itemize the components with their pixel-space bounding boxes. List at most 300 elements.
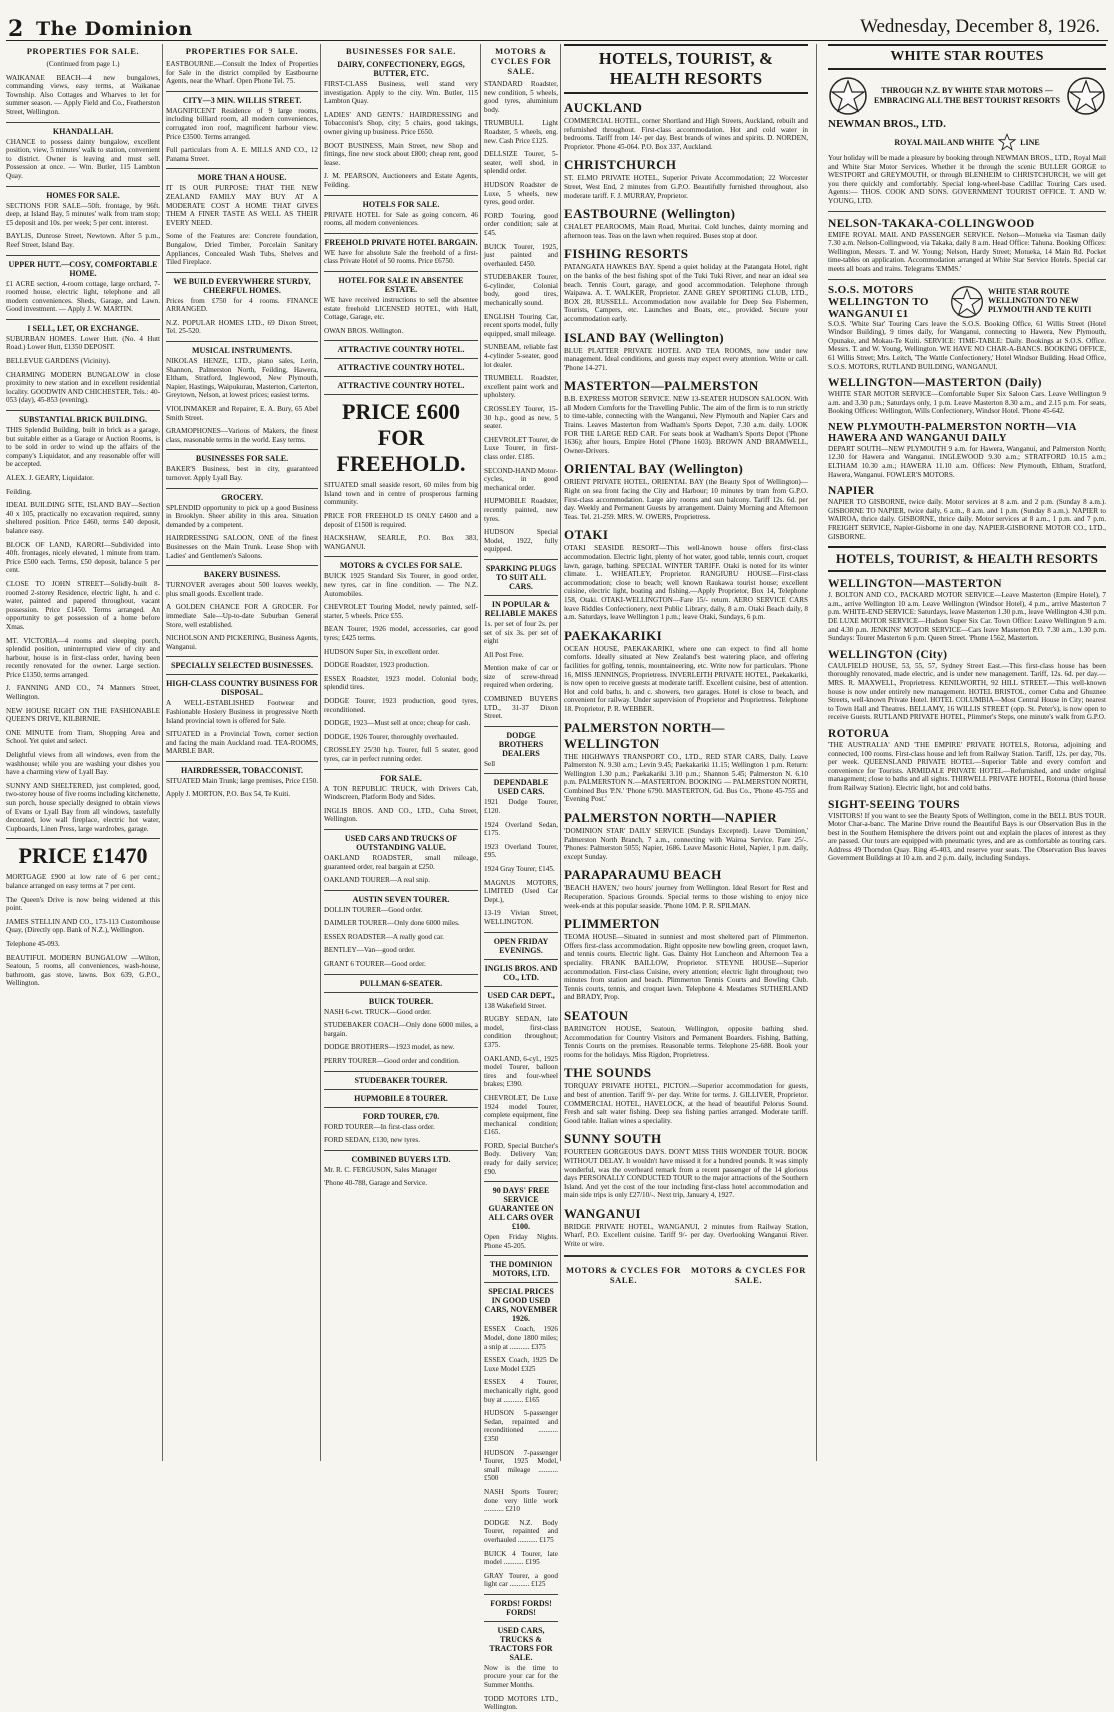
- classified-ad: CHEVROLET Tourer, de Luxe Tourer, in first-class order. £185.: [484, 435, 558, 461]
- classified-ad: SITUATED small seaside resort, 60 miles from big Island town and in centre of prosperous farming community.: [324, 481, 478, 507]
- ad-heading: SPECIAL PRICES IN GOOD USED CARS, NOVEMBER 1926.: [484, 1287, 558, 1324]
- divider: [828, 211, 1106, 212]
- classified-ad: SECOND-HAND Motor-cycles, in good mechanical order.: [484, 466, 558, 492]
- classified-ad: EASTBOURNE.—Consult the Index of Properties for Sale in the district compiled by Eastbourne Agents, near the Wharf. Open Phone Tel. 75.: [166, 60, 318, 86]
- classified-list: [6, 74, 160, 988]
- divider: [6, 838, 160, 839]
- divider: [484, 559, 558, 560]
- classified-list: [166, 60, 318, 799]
- classified-ad: ESSEX ROADSTER—A really good car.: [324, 932, 444, 941]
- divider: [484, 773, 558, 774]
- classified-ad: Feilding.: [6, 487, 32, 496]
- classified-ad: Open Friday Nights. Phone 45-205.: [484, 1233, 558, 1250]
- ad-heading: OPEN FRIDAY EVENINGS.: [493, 936, 549, 955]
- ad-heading: HIGH-CLASS COUNTRY BUSINESS FOR DISPOSAL.: [166, 679, 318, 698]
- classified-ad: 138 Wakefield Street.: [484, 1001, 547, 1010]
- price-display: PRICE £1470: [18, 843, 148, 869]
- classified-ad: A WELL-ESTABLISHED Footwear and Fashionable Hosiery Business in progressive North Island provincial town is offered for Sale.: [166, 699, 318, 725]
- resort-text: TEOMA HOUSE—Situated in sunniest and most sheltered part of Plimmerton. Offers first-class accommodation. Right opposite new bowling green, croquet lawn, and tennis courts. Electric light. Gas. Dainty Hot Luncheon and Afternoon Tea a speciality. FRANK BAILLOW, Proprietor. STEYNE HOUSE—Superior accommodation. First-class Cuisine, every attention; electric light throughout; two minutes from station and beach. Plimmerton Tennis Courts and Bowling Club. Tennis courts, tennis, and croquet lawn. Telephone 4. Mesdames SUTHERLAND and BRADY, Prop.: [564, 933, 808, 1002]
- divider: [324, 1107, 478, 1108]
- divider: [166, 488, 318, 489]
- classified-ad: OWAN BROS. Wellington.: [324, 326, 404, 335]
- classified-ad: JAMES STELLIN AND CO., 173-113 Customhouse Quay, (Directly opp. Bank of N.Z.), Wellington.: [6, 917, 160, 935]
- resort-place-heading: PALMERSTON NORTH—NAPIER: [564, 810, 778, 826]
- classified-ad: BAYLIS, Dunrose Street, Newtown. After 5 p.m., Reef Street, Island Bay.: [6, 232, 160, 249]
- route-heading: WELLINGTON (City): [828, 648, 948, 661]
- ad-heading: FOR SALE.: [380, 773, 422, 783]
- resort-text: 'BEACH HAVEN,' two hours' journey from Wellington. Ideal Resort for Rest and Recuperation. Spacious Grounds. Special terms to those wishing to enjoy nice week-ends at this popular seaside. 'Phone 10M. P. R. SPILMAN.: [564, 884, 808, 910]
- classified-ad: CHANCE to possess dainty bungalow, excellent position, view, 5 minutes' walk to station, convenient to district. Owner is leaving and must sell. Possession at once. — Wm. Butler, 115 Lambton Quay.: [6, 137, 160, 180]
- resort-place-heading: PAEKAKARIKI: [564, 627, 663, 643]
- ad-heading: DEPENDABLE USED CARS.: [493, 778, 549, 797]
- classified-ad: Full particulars from A. E. MILLS AND CO., 12 Panama Street.: [166, 146, 318, 163]
- classified-ad: CHEVROLET Touring Model, newly painted, self-starter, 5 wheels. Price £55.: [324, 603, 478, 620]
- ad-heading: AUSTIN SEVEN TOURER.: [352, 894, 450, 904]
- column-divider: [162, 44, 163, 1461]
- classified-ad: STUDEBAKER COACH—Only done 6000 miles, a bargain.: [324, 1021, 478, 1038]
- column-white-star-routes: [828, 44, 1106, 1461]
- divider: [166, 272, 318, 273]
- classified-ad: PRIVATE HOTEL for Sale as going concern, 46 rooms, all modern conveniences.: [324, 210, 478, 228]
- divider: [166, 91, 318, 92]
- classified-ad: Sell: [484, 759, 496, 768]
- classified-ad: NICHOLSON AND PICKERING, Business Agents, Wanganui.: [166, 634, 318, 651]
- resort-text: ORIENT PRIVATE HOTEL, ORIENTAL BAY (the Beauty Spot of Wellington)—Right on sea front facing the City and Harbour; 10 minutes by tram from G.P.O. First-class accommodation. Large airy rooms and sun balcony. Tariff 12s. 6d. per day. Weekly and Permanent Guests by arrangement. Dainty Morning and Afternoon Teas. Tel. 21-259. MRS. W. OWERS, Proprietress.: [564, 478, 808, 521]
- classified-ad: 1921 Dodge Tourer, £120.: [484, 798, 558, 816]
- route-text: CAULFIELD HOUSE, 53, 55, 57, Sydney Street East.—This first-class house has been thoroughly renovated, made electric, and is under new management. Tariff, 12s. 6d. per day.—MRS. R. MAXWELL, Proprietress. KENILWORTH, 92 HILL STREET.—This well-known house is now under entirely new management. HOTEL BRISTOL, corner Cuba and Ghuznee Streets, well-known Private Hotel. HOTEL COLUMBIA—Most Central House in City; nearest to Town Hall and Theatres. BELLAMY, 16 WILLIS STREET (opp. St. Peter's), is now open to receive Guests. RUTLAND PRIVATE HOTEL, Plimmer's Steps, one minute's walk from G.P.O.: [828, 661, 1106, 722]
- classified-ad: GRAMOPHONES—Various of Makers, the finest class, reasonable terms in the world. Easy terms.: [166, 427, 318, 444]
- ad-heading: MUSICAL INSTRUMENTS.: [191, 346, 293, 356]
- star-tagline: THROUGH N.Z. BY WHITE STAR MOTORS — EMBRACING ALL THE BEST TOURIST RESORTS: [874, 86, 1060, 105]
- classified-ad: FORD Touring, good order condition; sale at £45.: [484, 211, 558, 237]
- resort-text: COMMERCIAL HOTEL, corner Shortland and High Streets, Auckland, rebuilt and refurnished throughout. First-class accommodation. Hot and cold water in bedrooms. Tariff from 14/- per day. Best brands of wines and spirits. D. NORDEN, Proprietor. 'Phone 45-064. P.O. Box 337, Auckland.: [564, 117, 808, 151]
- ad-heading: BAKERY BUSINESS.: [203, 570, 281, 580]
- classified-ad: HUDSON 7-passenger Tourer, 1925 Model, small mileage ........... £500: [484, 1448, 558, 1483]
- resort-place-heading: ORIENTAL BAY (Wellington): [564, 461, 744, 477]
- divider: [6, 122, 160, 123]
- divider: [6, 186, 160, 187]
- divider: [484, 1181, 558, 1182]
- ad-heading: SUBSTANTIAL BRICK BUILDING.: [18, 415, 148, 425]
- classified-ad: Apply J. MORTON, P.O. Box 54, Te Kuiti.: [166, 790, 290, 799]
- divider: [324, 769, 478, 770]
- divider: [166, 341, 318, 342]
- divider: [484, 1282, 558, 1283]
- classified-ad: ESSEX 4 Tourer, mechanically right, good buy at ........... £165: [484, 1378, 558, 1404]
- classified-ad: BUICK 4 Tourer, late model ........... £195: [484, 1549, 558, 1567]
- route-text: 'THE AUSTRALIA' AND 'THE EMPIRE' PRIVATE HOTELS, Rotorua, adjoining and connected, 100 rooms. First-class house and left from Railway Station. Tariff, 12s. per day, 70s. per week. QUEENSLAND PRIVATE HOTEL—Superior Table and every comfort and convenience for Tourists. ARMIDALE PRIVATE HOTEL—Refurnished, and under original management; close to baths and all sights. THIRWELL PRIVATE HOTEL, Rotorua (third house from Railway Station). Electric light, hot and cold baths.: [828, 740, 1106, 792]
- masthead: [0, 0, 1114, 40]
- classified-ad: GRANT 6 TOURER—Good order.: [324, 960, 426, 969]
- white-star-header: [828, 76, 1106, 116]
- classified-ad: GRAY Tourer, a good light car ........... £125: [484, 1571, 558, 1589]
- route-text: VISITORS! If you want to see the Beauty Spots of Wellington, come in the BELL BUS TOUR. Motor Char-a-banc. The Marine Drive round the Beautiful Bays is our Observation Bus in the best in the Southern Hemisphere the drivers point out and explain the places of interest as they are passed. Our tours are equipped with pneumatic tyres, and are as comfortable as touring cars. Address 49 Thorndon Quay. Ring 45-403, and reserve your seats. The Observation Bus leaves Government Buildings at 10 a.m. and 2 p.m. daily, including Sundays.: [828, 811, 1106, 863]
- classified-ad: 1924 Gray Tourer, £145.: [484, 865, 555, 873]
- route-heading: SIGHT-SEEING TOURS: [828, 798, 960, 811]
- ad-heading: SPECIALLY SELECTED BUSINESSES.: [171, 661, 313, 671]
- resort-place-heading: SEATOUN: [564, 1007, 629, 1023]
- classified-ad: £1 ACRE section, 4-room cottage, large orchard, 7-roomed house, electric light, telephone and all modern conveniences. Sheds, Garage, and Lawn. Good investment. — Apply J. W. MARTIN.: [6, 279, 160, 314]
- divider: [324, 1071, 478, 1072]
- classified-ad: ONE MINUTE from Tram, Shopping Area and School. Yet quiet and select.: [6, 728, 160, 746]
- continued-note: (Continued from page 1.): [46, 60, 120, 68]
- divider: [484, 1621, 558, 1622]
- classified-ad: Prices from £750 for 4 rooms. FINANCE ARRANGED.: [166, 296, 318, 314]
- ad-heading: UPPER HUTT.—COSY, COMFORTABLE HOME.: [8, 259, 158, 278]
- classified-ad: FIRST-CLASS Business, well stand very investigation. Apply to the city. Wm. Butler, 115 Lambton Quay.: [324, 80, 478, 106]
- divider: [324, 1089, 478, 1090]
- classified-ad: DODGE N.Z. Body Tourer, repainted and overhauled ........... £175: [484, 1518, 558, 1544]
- divider: [484, 1594, 558, 1595]
- classified-ad: MT. VICTORIA—4 rooms and sleeping porch, splendid position, uninterrupted view of city and harbour, house is in first-class order, having been recently renovated for the owner. Large section. Price £1350, terms arranged.: [6, 636, 160, 679]
- resort-place-heading: THE SOUNDS: [564, 1065, 652, 1081]
- route-text: S.O.S. 'White Star' Touring Cars leave the S.O.S. Booking Office, 61 Willis Street (Hotel Windsor Building), 9 times daily, for Wanganui, connecting to Hawera, New Plymouth, Opunake, and Mokau-Te Kuiti. SERVICE: TIME-TABLE: Daily. Bookings at S.O.S. Office. Messrs. T. and W. Young, Wellington. WE HAVE NO CHAR-A-BANCS. BOOKING OFFICE, 61 Willis Street; Mrs. Leitch, 'The Wattle Confectionery,' Hotel Windsor Building. Head Office, S.O.S. MOTORS, RUTLAND BUILDING, WANGANUI.: [828, 319, 1106, 371]
- classified-ad: NIKOLAS HENZE, LTD., piano sales, Lerin, Shannon, Palmerston North, Feilding, Hawera, Eltham, Stratford, Inglewood, New Plymouth, Napier, Hastings, Waipukurau, Masterton, Carterton, Greytown, Nelson, at lowest prices; easiest terms.: [166, 357, 318, 400]
- divider: [166, 761, 318, 762]
- price-display: PRICE £600 FOR FREEHOLD.: [336, 399, 466, 477]
- classified-ad: The Queen's Drive is now being widened at this point.: [6, 895, 160, 913]
- classified-ad: PRICE FOR FREEHOLD IS ONLY £4600 and a deposit of £1500 is required.: [324, 512, 478, 529]
- classified-ad: Now is the time to procure your car for the Summer Months.: [484, 1663, 558, 1690]
- classified-ad: FORD, Special Butcher's Body. Delivery Van; ready for daily service; £90.: [484, 1141, 558, 1176]
- classified-ad: TRUMBULL Light Roadster, 5 wheels, eng. new. Cash Price £125.: [484, 119, 558, 145]
- column-heading: MOTORS & CYCLES FOR SALE.: [490, 46, 552, 76]
- classified-ad: HUDSON Roadster de Luxe, 5 wheels, new tyres, good order.: [484, 180, 558, 207]
- resort-text: OCEAN HOUSE, PAEKAKARIKI, where one can expect to find all home comforts. Ideally situated at New Zealand's best watering place, and offering facilities for golfing, tennis, mountaineering, etc. Write now for particulars. 'Phone 16, MISS JENNINGS, Proprietress. INVERLEITH PRIVATE HOTEL, Paekakariki, is now open to receive guests at moderate tariff. Excellent cuisine, best of attention. Hot and cold baths, h. and c. showers, two garages. Hotel is close to beach, and convenient for railway. Under supervision of Proprietor and Proprietress. Telephone 18. Proprietor, P. R. WEBBER.: [564, 644, 808, 713]
- classified-ad: N.Z. POPULAR HOMES LTD., 69 Dixon Street, Tel. 25-520.: [166, 318, 318, 336]
- route-text: NAPIER TO GISBORNE, twice daily. Motor services at 8 a.m. and 2 p.m. (Sunday 8 a.m.). GISBORNE TO NAPIER, twice daily, 6 a.m., 8 a.m. and 1 p.m. (Sunday 8 a.m.). NAPIER to WAIROA, thrice daily. GISBORNE, thrice daily. Motor services at 8 a.m., 1 p.m. and 7 p.m. FREIGHT SERVICE, Napier-Gisborne in one day. NAPIER-GISBORNE MOTOR CO., LTD., GISBORNE.: [828, 498, 1106, 541]
- ad-heading: MOTORS & CYCLES FOR SALE.: [339, 561, 463, 571]
- classified-ad: ESSEX Coach, 1925 De Luxe Model £325: [484, 1356, 558, 1373]
- resort-text: ST. ELMO PRIVATE HOTEL, Superior Private Accommodation; 22 Worcester Street, West End, 2 minutes from G.P.O. Beautifully furnished throughout, also moderate tariff. F. J. MURRAY, Proprietor.: [564, 174, 808, 200]
- resort-text: BARINGTON HOUSE, Seatoun, Wellington, opposite bathing shed. Accommodation for Country Visitors and Permanent Boarders. Fishing, Bathing, Tennis Courts on the premises. Reasonable terms. Telephone 25-688. Book your rooms for the holidays. Miss Rigdon, Proprietress.: [564, 1024, 808, 1059]
- classified-ad: THIS Splendid Building, built in brick as a garage, but suitable either as a Garage or Auction Rooms, is to be sold in order to wind up the affairs of the company's Liquidator, and any reasonable offer will be accepted.: [6, 426, 160, 469]
- divider: [166, 656, 318, 657]
- classified-ad: DODGE, 1923—Must sell at once; cheap for cash.: [324, 719, 471, 728]
- classified-ad: DODGE Roadster, 1923 production.: [324, 661, 429, 670]
- ad-heading: HAIRDRESSER, TOBACCONIST.: [180, 765, 304, 775]
- classified-ad: BUICK Tourer, 1925, just painted and overhauled. £450.: [484, 242, 558, 268]
- classified-ad: HUPMOBILE Roadster, recently painted, new tyres.: [484, 497, 558, 523]
- ad-heading: FREEHOLD PRIVATE HOTEL BARGAIN.: [324, 237, 478, 247]
- classified-ad: VIOLINMAKER and Repairer, E. A. Bury, 65 Abel Smith Street.: [166, 405, 318, 422]
- route-heading: NELSON-TAKAKA-COLLINGWOOD: [828, 217, 1035, 230]
- column-heading: PROPERTIES FOR SALE.: [185, 46, 299, 56]
- classified-ad: CHARMING MODERN BUNGALOW in close proximity to new station and in excellent residential locality. GOODWIN AND CHICHESTER, Tels.: 40-053 (day), 45-853 (evening).: [6, 370, 160, 405]
- classified-ad: DODGE BROTHERS—1923 model, as new.: [324, 1043, 455, 1052]
- classified-ad: CHEVROLET, De Luxe 1924 model Tourer, complete equipment, fine mechanical condition; £165.: [484, 1093, 558, 1137]
- classified-ad: All Post Free.: [484, 650, 524, 659]
- resort-text: CHALET PEAROOMS, Main Road, Muritai. Cold lunches, dainty morning and afternoon teas. Teas on the lawn when required. Buses stop at door.: [564, 223, 808, 240]
- line-label: LINE: [1020, 137, 1040, 147]
- motors-heading: MOTORS & CYCLES FOR SALE.: [691, 1264, 806, 1285]
- classified-ad: ESSEX Roadster, 1923 model. Colonial body, splendid tires.: [324, 674, 478, 692]
- classified-ad: HUDSON 5-passenger Sedan, repainted and reconditioned ........... £350: [484, 1409, 558, 1443]
- divider: [484, 986, 558, 987]
- classified-ad: DELLSIZE Tourer, 5-seater, well shod, in splendid order.: [484, 150, 558, 176]
- section-banner: HOTELS, TOURIST, & HEALTH RESORTS: [828, 546, 1106, 572]
- resort-place-heading: EASTBOURNE (Wellington): [564, 206, 736, 222]
- divider: [324, 271, 478, 272]
- route-heading: NEW PLYMOUTH-PALMERSTON NORTH—VIA HAWERA AND WANGANUI DAILY: [828, 421, 1077, 444]
- ad-heading: 90 DAYS' FREE SERVICE GUARANTEE ON ALL CARS OVER £100.: [488, 1186, 554, 1232]
- route-heading: NAPIER: [828, 485, 875, 498]
- classified-ad: STANDARD Roadster, new condition, 5 wheels, good tyres, aluminium body.: [484, 80, 558, 114]
- classified-ad: WAIKANAE BEACH—4 new bungalows, commanding views, easy terms, at Waikanae Township. Also Cottages and Wharves to let for summer season. — Apply Field and Co., Featherston Street, Wellington.: [6, 73, 160, 116]
- resort-text: OTAKI SEASIDE RESORT—This well-known house offers first-class accommodation. Electric light, plenty of hot water, good table, tennis court, croquet lawn, garage, bathing. SPECIAL WINTER TARIFF. Otaki is noted for its winter climate. L. WHEATLEY, Proprietor. RANGIURU HOUSE—First-class accommodation; close to beach; well known Raukawa tourist house; excellent cuisine, electric light, boating and fishing.—Apply Proprietor, Box 14, Telephone 158, Otaki. OTAKI-WELLINGTON—Fare 15/- return. AERO SERVICE CARS leave Riddles Confectionery, next Public Library, daily, 8 a.m. Otaki Beach daily, 8 a.m. Saturdays, leave Wellington 1 p.m.; leave Otaki, Sundays, 6 p.m.: [564, 544, 808, 622]
- classified-ad: ENGLISH Touring Car, recent sports model, fully equipped, small mileage.: [484, 312, 558, 338]
- classified-ad: IT IS OUR PURPOSE: THAT THE NEW ZEALAND FAMILY MAY BUY AT A MODERATE COST A HOME THAT GIVES THEM A FINER TASTE AS WELL AS THEIR EVERY NEED.: [166, 184, 318, 227]
- classified-ad: J. M. PEARSON, Auctioneers and Estate Agents, Feilding.: [324, 172, 478, 189]
- classified-ad: Some of the Features are: Concrete foundation, Bungalow, Dried Timber, Porcelain Sanitary Appliances, Concealed Wash Tubs, Shelves and Tiled Fireplace.: [166, 232, 318, 267]
- classified-ad: IDEAL BUILDING SITE, ISLAND BAY—Section 40 x 105, practically no excavation required, sunny sheltered position. Price £460, terms £40 deposit, balance easy.: [6, 501, 160, 535]
- classified-ad: BUICK 1925 Standard Six Tourer, in good order, new tyres, car in fine condition. — The N.Z. Automobiles.: [324, 572, 478, 598]
- ad-heading: ATTRACTIVE COUNTRY HOTEL.: [337, 381, 465, 391]
- classified-ad: 1s. per set of four 2s. per set of six 3s. per set of eight: [484, 619, 558, 646]
- motors-heading: MOTORS & CYCLES FOR SALE.: [566, 1264, 681, 1285]
- resort-text: PATANGATA HAWKES BAY. Spend a quiet holiday at the Patangata Hotel, right on the banks of the best fishing spot of the Tuki Tuki River, and near an ideal sea beach. Tennis Court, garage, and good accommodation. Telephone through Waipawa. A. T. WALKER, Proprietor. ZANE GREY SPORTING CLUB, LTD., BOX 28, RUSSELL. Accommodation now available for Deep Sea Fishermen, Tourists, Campers, etc. Launches and Boats, etc., provided. Secure your accommodation early.: [564, 263, 808, 323]
- classified-ad: BENTLEY—Van—good order.: [324, 946, 416, 955]
- column-motors-cycles: [484, 44, 558, 1712]
- column-properties-for-sale: [6, 44, 160, 1461]
- classified-ad: WE have for absolute Sale the freehold of a first-class Private Hotel of 50 rooms. Price £6750.: [324, 248, 478, 266]
- classified-ad: HUDSON Special Model, 1922, fully equipped.: [484, 528, 558, 554]
- classified-ad: HAIRDRESSING SALOON, ONE of the finest Businesses on the Main Trunk. Lease Shop with Ladies' and Gentlemen's Saloons.: [166, 534, 318, 560]
- classified-ad: DOLLIN TOURER—Good order.: [324, 905, 423, 914]
- classified-ad: DODGE, 1926 Tourer, thoroughly overhauled.: [324, 732, 459, 741]
- divider: [324, 890, 478, 891]
- resort-place-heading: OTAKI: [564, 527, 609, 543]
- divider: [324, 233, 478, 234]
- resort-place-heading: PLIMMERTON: [564, 916, 660, 932]
- sos-right-heading: WHITE STAR ROUTE WELLINGTON TO NEW PLYMOUTH AND TE KUITI: [988, 287, 1092, 315]
- column-divider: [816, 44, 817, 1461]
- route-text: EMIFE ROYAL MAIL AND PASSENGER SERVICE. Nelson—Motueka via Tasman daily 7.30 a.m. Nelson-Collingwood, via Takaka, daily 8 a.m. Head Office: Tahuna. Booking Offices: Wellington, Messrs. T. and W. Young; Nelson, Hardy Street; Motueka, 14 Main Rd. Pocket time-tables on application. Accommodation arranged at White Star Service Hotels. Special car meets all boats and trains. Telegrams 'EMMS.': [828, 230, 1106, 273]
- divider: [324, 358, 478, 359]
- classified-ad: HUDSON Super Six, in excellent order.: [324, 647, 440, 656]
- divider: [324, 992, 478, 993]
- ad-heading: HOTELS FOR SALE.: [362, 199, 440, 209]
- classified-ad: TRUMBELL Roadster, excellent paint work and upholstery.: [484, 374, 558, 400]
- route-heading: ROTORUA: [828, 727, 890, 740]
- classified-ad: BAKER'S Business, best in city, guaranteed turnover. Apply Lyall Bay.: [166, 465, 318, 482]
- resort-text: 'DOMINION STAR' DAILY SERVICE (Sundays Excepted). Leave 'Dominion,' Palmerston North Branch, 7 a.m., connecting with Wairoa Service. Fare 25/-. 'Phones: Palmerston 5055; Napier, 1686. Leave Masonic Hotel, Napier, 1 p.m. daily, except Sunday.: [564, 827, 808, 861]
- classified-ad: MORTGAGE £900 at low rate of 6 per cent.; balance arranged on easy terms at 7 per cent.: [6, 873, 160, 890]
- divider: [828, 279, 1106, 280]
- classified-ad: DODGE Tourer, 1923 production, good tyres, reconditioned.: [324, 696, 478, 714]
- resort-place-heading: ISLAND BAY (Wellington): [564, 329, 724, 345]
- classified-ad: CROSSLEY 25/30 h.p. Tourer, full 5 seater, good tyres, car in perfect running order.: [324, 746, 478, 763]
- classified-ad: HACKSHAW, SEARLE, P.O. Box 383, WANGANUI.: [324, 534, 478, 551]
- ad-heading: HOTEL FOR SALE IN ABSENTEE ESTATE.: [338, 275, 464, 294]
- white-star-icon: [828, 76, 868, 116]
- divider: [564, 1255, 808, 1257]
- newspaper-title: The Dominion: [36, 18, 193, 40]
- classified-ad: INGLIS BROS. AND CO., LTD., Cuba Street, Wellington.: [324, 806, 478, 824]
- classified-ad: 1923 Overland Tourer, £95.: [484, 842, 558, 860]
- classified-ad: CLOSE TO JOHN STREET—Solidly-built 8-roomed 2-storey Residence, electric light, h. and c. water, painted and papered throughout, vacant possession. Price £1450. Terms arranged. An opportunity to get possession of a home before Xmas.: [6, 579, 160, 631]
- classified-ad: OAKLAND TOURER—A real snip.: [324, 876, 430, 885]
- column-divider: [320, 44, 321, 1461]
- page-number: 2: [8, 16, 24, 42]
- ad-heading: USED CARS, TRUCKS & TRACTORS FOR SALE.: [489, 1625, 553, 1662]
- ad-heading: ATTRACTIVE COUNTRY HOTEL.: [337, 345, 465, 355]
- divider: [166, 565, 318, 566]
- resort-text: BLUE PLATTER PRIVATE HOTEL AND TEA ROOMS, now under new management. Ideal conditions, and guests may expect every attention. Write or call. 'Phone 14-271.: [564, 346, 808, 372]
- classified-ad: ESSEX Coach, 1926 Model, done 1800 miles; a snip at ........... £375: [484, 1325, 558, 1351]
- ad-heading: USED CARS AND TRUCKS OF OUTSTANDING VALUE.: [344, 833, 458, 852]
- ad-heading: KHANDALLAH.: [52, 126, 114, 136]
- divider: [484, 932, 558, 933]
- classified-ad: 'Phone 40-788, Garage and Service.: [324, 1179, 428, 1188]
- white-star-icon: [950, 285, 984, 319]
- ad-heading: STUDEBAKER TOURER.: [354, 1075, 448, 1085]
- divider: [166, 449, 318, 450]
- classified-ad: TURNOVER averages about 500 loaves weekly, plus small goods. Excellent trade.: [166, 581, 318, 598]
- divider: [484, 726, 558, 727]
- classified-ad: SITUATED in a Provincial Town, corner section and facing the main Auckland road. TEA-ROOMS, MARBLE BAR.: [166, 730, 318, 756]
- newman-text: Your holiday will be made a pleasure by booking through NEWMAN BROS., LTD., Royal Mail and White Star Motor Services. Whether it be through the scenic BULLER GORGE to WESTPORT and GREYMOUTH, or through BLENHEIM to CHRISTCHURCH, we will get you there quickly and comfortably. Special long-wheel-base Cadillac Touring Cars used. Agents:— THOS. COOK AND SONS. GOVERNMENT TOURIST OFFICE. T. AND W. YOUNG, LTD.: [828, 154, 1106, 205]
- divider: [484, 1255, 558, 1256]
- resort-place-heading: MASTERTON—PALMERSTON: [564, 378, 759, 394]
- classified-ad: BELLEVUE GARDENS (Vicinity).: [6, 357, 111, 366]
- classified-ad: TODD MOTORS LTD., Wellington.: [484, 1694, 558, 1712]
- divider: [324, 340, 478, 341]
- classified-ad: SUBURBAN HOMES. Lower Hutt. (No. 4 Hutt Road.) Lower Hutt, £1350 DEPOSIT.: [6, 334, 160, 352]
- classified-ad: RUGBY SEDAN, late model, first-class condition throughout; £375.: [484, 1015, 558, 1049]
- masthead-rule: [6, 40, 1108, 41]
- motors-footer: [564, 1263, 808, 1289]
- resort-place-heading: PARAPARAUMU BEACH: [564, 867, 722, 883]
- white-star-icon: [1066, 76, 1106, 116]
- route-text: J. BOLTON AND CO., PACKARD MOTOR SERVICE—Leave Masterton (Empire Hotel), 7 a.m., arrive Wellington 10 a.m. Leave Wellington (Windsor Hotel), 4 p.m., arrive Masterton 7 p.m. WHITE-END SERVICE: Saturdays, leave Masterton 1.30 p.m., leave Wellington 4.30 p.m. DE LUXE MOTOR SERVICE—Hudson Super Six Car. Town Office: Leave Wellington 9 a.m. and 4.30 p.m. JENKINS' MOTOR SERVICE—Cars leave Masterton P.O. 7.30 a.m., 1.30 p.m. Sundays: Tourer Masterton 6 p.m. Queen Street. 'Phone 1562, Masterton.: [828, 591, 1106, 643]
- classified-ad: NASH Sports Tourer; done very little work ........... £210: [484, 1487, 558, 1514]
- divider: [324, 376, 478, 377]
- company-name: NEWMAN BROS., LTD.: [828, 118, 946, 130]
- classified-ad: BOOT BUSINESS, Main Street, new Shop and fittings, fine new stock about £800; cheap rent, good lease.: [324, 141, 478, 167]
- ad-heading: HUPMOBILE 8 TOURER.: [354, 1093, 448, 1103]
- ad-heading: COMBINED BUYERS LTD.: [351, 1154, 451, 1164]
- classified-ad: WE have received instructions to sell the absentee estate freehold LICENSED HOTEL, with Hall, Cottage, Garage, etc.: [324, 295, 478, 322]
- royal-mail-line: [828, 133, 1106, 151]
- ad-heading: THE DOMINION MOTORS, LTD.: [489, 1260, 553, 1279]
- classified-ad: SUNNY AND SHELTERED, just completed, good, two-storey house of five rooms including kitchenette, sun porch, house specially designed to obtain views of Evans or Lyall Bay from all windows, tastefully decorated, low wall fireplace, electric hot water, Cupboards, Linen Press, large wardrobes, garage.: [6, 781, 160, 833]
- classified-ad: 13-19 Vivian Street, WELLINGTON.: [484, 909, 558, 926]
- column-heading: BUSINESSES FOR SALE.: [345, 46, 457, 56]
- classified-ad: SITUATED Main Trunk; large premises, Price £150.: [166, 776, 318, 785]
- ad-heading: WE BUILD EVERYWHERE STURDY, CHEERFUL HOMES.: [173, 276, 311, 295]
- classified-ad: FORD TOURER—In first-class order.: [324, 1122, 435, 1131]
- classified-list: [324, 60, 478, 1188]
- route-text: WHITE STAR MOTOR SERVICE—Comfortable Super Six Saloon Cars. Leave Wellington 9 a.m. and 3.30 p.m.; Saturdays only, 1 p.m. Leave Masterton 8.30 a.m., and 2.15 p.m. For seats, Booking Offices: Wellington, Wills Confectionery, Windsor Hotel. 'Phone 45-642.: [828, 390, 1106, 416]
- classified-ad: Mention make of car or size of screw-thread required when ordering.: [484, 664, 558, 690]
- column-divider: [480, 44, 481, 1461]
- classified-ad: Delightful views from all windows, even from the washhouse; while you are washing your dishes you have a charming view of Lyall Bay.: [6, 751, 160, 777]
- classified-ad: MAGNUS MOTORS, LIMITED (Used Car Dept.),: [484, 878, 558, 904]
- resort-place-heading: AUCKLAND: [564, 100, 643, 115]
- classified-ad: A GOLDEN CHANCE FOR A GROCER. For immediate Sale—Up-to-date Suburban General Store, well established.: [166, 603, 318, 629]
- ad-heading: BUSINESSES FOR SALE.: [195, 454, 289, 464]
- divider: [324, 556, 478, 557]
- resort-place-heading: WANGANUI: [564, 1205, 641, 1221]
- ad-heading: INGLIS BROS. AND CO., LTD.: [484, 963, 558, 982]
- classified-ad: J. FANNING AND CO., 74 Manners Street, Wellington.: [6, 684, 160, 702]
- ad-heading: DODGE BROTHERS DEALERS: [498, 730, 544, 758]
- divider: [6, 410, 160, 411]
- classified-ad: CROSSLEY Tourer, 15-30 h.p., good as new, 5 seater.: [484, 405, 558, 431]
- classified-ad: SUNBEAM, reliable fast 4-cylinder 5-seater, good lot dealer.: [484, 343, 558, 369]
- classified-ad: SECTIONS FOR SALE—50ft. frontage, by 96ft. deep, at Island Bay, 5 minutes' walk from tram stop; £5 deposit and 10s. per week; 5 per cent. interest.: [6, 201, 160, 227]
- ad-heading: HOMES FOR SALE.: [46, 190, 120, 200]
- classified-ad: COMBINED BUYERS LTD., 31-37 Dixon Street.: [484, 695, 558, 721]
- divider: [324, 974, 478, 975]
- classified-ad: ALEX. J. GEARY, Liquidator.: [6, 474, 94, 482]
- divider: [6, 319, 160, 320]
- ad-heading: FORDS! FORDS! FORDS!: [490, 1598, 552, 1617]
- divider: [324, 195, 478, 196]
- ad-heading: PULLMAN 6-SEATER.: [359, 978, 443, 988]
- column-heading: PROPERTIES FOR SALE.: [26, 46, 140, 56]
- section-banner: WHITE STAR ROUTES: [828, 44, 1106, 70]
- divider: [324, 829, 478, 830]
- resort-text: TORQUAY PRIVATE HOTEL, PICTON.—Superior accommodation for guests, and best of attention. Tariff 9/- per day. Write for terms. J. GILLIVER, Proprietor. COMMERCIAL HOTEL, HAVELOCK, at the head of beautiful Pelorus Sound. Fresh and salt water fishing. Deep sea fishing parties arranged. Moderate tariff. Good table. Italian wines a speciality.: [564, 1082, 808, 1125]
- classified-ad: PERRY TOURER—Good order and condition.: [324, 1057, 460, 1066]
- divider: [324, 1150, 478, 1151]
- divider: [484, 959, 558, 960]
- classified-ad: BEAN Tourer, 1926 model, accessories, car good tyres; £425 terms.: [324, 625, 478, 642]
- white-star-icon: [998, 133, 1016, 151]
- ad-heading: BUICK TOURER.: [368, 996, 434, 1006]
- section-banner: HOTELS, TOURIST, & HEALTH RESORTS: [564, 44, 808, 94]
- ad-heading: USED CAR DEPT.,: [487, 990, 555, 1000]
- classified-ad: FORD SEDAN, £130, new tyres.: [324, 1136, 421, 1145]
- divider: [166, 168, 318, 169]
- classified-ad: MAGNIFICENT Residence of 9 large rooms, including billiard room, all modern conveniences, corrugated iron roof, magnificent harbour view. Price £3500. Terms arranged.: [166, 106, 318, 141]
- route-heading: WELLINGTON—MASTERTON: [828, 578, 1002, 591]
- resort-place-heading: SUNNY SOUTH: [564, 1131, 662, 1147]
- sos-header: [828, 284, 1106, 320]
- ad-heading: SPARKING PLUGS TO SUIT ALL CARS.: [485, 563, 557, 591]
- resort-text: FOURTEEN GORGEOUS DAYS. DON'T MISS THIS WONDER TOUR. BOOK WITHOUT DELAY. It wouldn't have missed it for a hundred pounds. It was simply wonderful, was the overheard remark from a recent passenger of the 14 glorious days PERSONALLY CONDUCTED TOUR to the major attractions of the Southern Island. And yet the cost of the tour including first-class hotel accommodation and main side trips is only £27/10/-. Next trip, January 4, 1927.: [564, 1148, 808, 1200]
- classified-ad: A TON REPUBLIC TRUCK, with Drivers Cab, Windscreen, Platform Body and Sides.: [324, 784, 478, 802]
- resort-place-heading: CHRISTCHURCH: [564, 157, 677, 173]
- classified-ad: OAKLAND, 6-cyl., 1925 model Tourer, balloon tires and four-wheel brakes; £390.: [484, 1054, 558, 1089]
- resort-list: [564, 100, 808, 1249]
- classified-ad: NEW HOUSE RIGHT ON THE FASHIONABLE QUEEN'S DRIVE, KILBIRNIE.: [6, 706, 160, 724]
- route-text: DEPART SOUTH—NEW PLYMOUTH 9 a.m. for Hawera, Wanganui, and Palmerston North; 12.30 for Hawera and Wanganui. INGLEWOOD 9.30 a.m.; STRATFORD 10.15 a.m.; ELTHAM 10.30 a.m.; HAWERA 11.10 a.m. Offices: New Plymouth, Eltham, Stratford, Hawera, Wanganui. FOWLER'S MOTORS.: [828, 444, 1106, 479]
- classified-ad: OAKLAND ROADSTER, small mileage, guaranteed order, real bargain at £250.: [324, 853, 478, 871]
- classified-ad: Mr. R. C. FERGUSON, Sales Manager: [324, 1165, 437, 1174]
- classified-ad: STUDEBAKER Tourer, 6-cylinder, Colonial body, good tires, mechanically sound.: [484, 273, 558, 308]
- classified-list: [484, 80, 558, 1712]
- classified-ad: BLOCK OF LAND, KARORI—Subdivided into 40ft. frontages, nicely elevated, 1 minute from tram. Price £500 each. Terms, £50 deposit, balance 5 per cent.: [6, 540, 160, 575]
- resort-text: B.B. EXPRESS MOTOR SERVICE. NEW 13-SEATER HUDSON SALOON. With all Modern Comforts for the Travelling Public. The aim of the firm is to run strictly to time-table, connecting with the Wanganui, New Plymouth and Napier Cars and Trains. Leaves Masterton from Wadham's Sports Depot, 7.30 a.m. daily. LOOK FOR THE LARGE RED CAR. For seats book at Wadham's Sports Depot ('Phone 1636); after hours, Empire Hotel ('Phone 1603). BROWN AND BRAMWELL, Owner-Drivers.: [564, 395, 808, 455]
- ad-heading: DAIRY, CONFECTIONERY, EGGS, BUTTER, ETC.: [337, 60, 465, 78]
- ad-heading: FORD TOURER, £70.: [362, 1111, 440, 1121]
- resort-text: BRIDGE PRIVATE HOTEL, WANGANUI, 2 minutes from Railway Station, Wharf, P.O. Excellent cuisine. Tariff 9/- per day. Overlooking Wanganui River. Write or wire.: [564, 1222, 808, 1249]
- issue-date: Wednesday, December 8, 1926.: [860, 16, 1100, 37]
- resort-place-heading: PALMERSTON NORTH—WELLINGTON: [564, 719, 725, 751]
- column-properties-businesses: [166, 44, 318, 1461]
- royal-mail-label: ROYAL MAIL AND WHITE: [894, 137, 995, 147]
- ad-heading: IN POPULAR & RELIABLE MAKES: [484, 599, 558, 618]
- classified-ad: BEAUTIFUL MODERN BUNGALOW —Wilton, Seatoun, 5 rooms, all conveniences, wash-house, bathroom, gas stove, lawns. Box 639, G.P.O., Wellington.: [6, 953, 160, 988]
- divider: [324, 394, 478, 395]
- classified-ad: SPLENDID opportunity to pick up a good Business in Brooklyn. Sheer ability in this area. Situation demanded by a competent.: [166, 503, 318, 529]
- classified-ad: Telephone 45-093.: [6, 939, 60, 948]
- ad-heading: GROCERY.: [221, 492, 263, 502]
- column-divider: [560, 44, 561, 1461]
